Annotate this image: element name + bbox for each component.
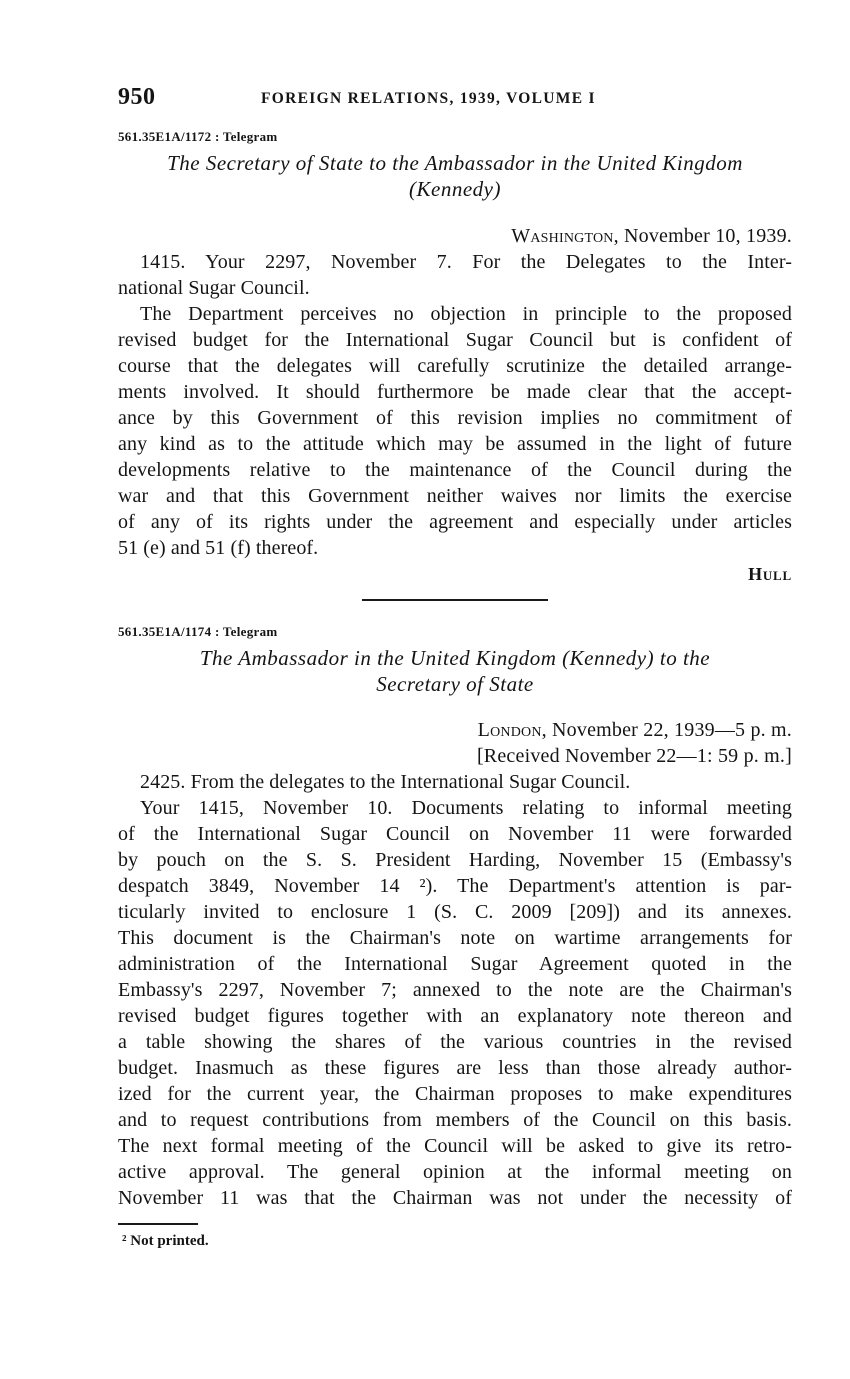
text-line: ticularly invited to enclosure 1 (S. C. 2009 [209]) and its annexes. (118, 901, 792, 923)
text-line: 1415. Your 2297, November 7. For the Delegates to the Inter- (140, 251, 792, 273)
text-line: active approval. The general opinion at the informal meeting on (118, 1161, 792, 1183)
dateline-date: November 10, 1939. (618, 225, 792, 247)
text-line: Your 1415, November 10. Documents relating to informal meeting (140, 797, 792, 819)
dateline-place: London, (477, 719, 547, 741)
heading-line: The Secretary of State to the Ambassador in the United Kingdom (167, 151, 743, 175)
text-line: any kind as to the attitude which may be assumed in the light of future (118, 433, 792, 455)
text-line: course that the delegates will carefully scrutinize the detailed arrange- (118, 355, 792, 377)
heading-line: The Ambassador in the United Kingdom (Kennedy) to the (199, 646, 711, 670)
text-line: 2425. From the delegates to the International Sugar Council. (140, 771, 631, 793)
text-line: revised budget for the International Sugar Council but is confident of (118, 329, 792, 351)
text-line: This document is the Chairman's note on wartime arrangements for (118, 927, 792, 949)
text-line: by pouch on the S. S. President Harding, November 15 (Embassy's (118, 849, 792, 871)
telegram-heading-2 (118, 645, 792, 697)
dateline-date: November 22, 1939—5 p. m. (546, 719, 792, 741)
text-line: Embassy's 2297, November 7; annexed to the note are the Chairman's (118, 979, 792, 1001)
dateline-place: Washington, (511, 225, 619, 247)
text-line: ized for the current year, the Chairman proposes to make expenditures (118, 1083, 792, 1105)
paragraph (118, 301, 792, 561)
page-number: 950 (118, 84, 156, 110)
text-line: ments involved. It should furthermore be made clear that the accept- (118, 381, 792, 403)
text-line: despatch 3849, November 14 ²). The Department's attention is par- (118, 875, 792, 897)
text-line: and to request contributions from members of the Council on this basis. (118, 1109, 792, 1131)
telegram-heading-1 (118, 150, 792, 202)
text-line: ance by this Government of this revision implies no commitment of (118, 407, 792, 429)
heading-line: Secretary of State (376, 672, 534, 696)
text-line: 51 (e) and 51 (f) thereof. (118, 537, 319, 559)
text-line: of any of its rights under the agreement and especially under articles (118, 511, 792, 533)
file-reference-1174: 561.35E1A/1174 : Telegram (118, 624, 278, 639)
document-page (118, 84, 792, 1251)
received-line: [Received November 22—1: 59 p. m.] (476, 745, 792, 767)
heading-line: (Kennedy) (409, 177, 501, 201)
signature-hull: Hull (748, 564, 792, 584)
paragraph (118, 769, 792, 795)
paragraph (118, 249, 792, 301)
text-line: The next formal meeting of the Council will be asked to give its retro- (118, 1135, 792, 1157)
dateline-2 (118, 717, 792, 743)
text-line: war and that this Government neither waives nor limits the exercise (118, 485, 792, 507)
text-line: of the International Sugar Council on November 11 were forwarded (118, 823, 792, 845)
running-header (118, 84, 792, 116)
running-title: FOREIGN RELATIONS, 1939, VOLUME I (261, 90, 596, 107)
paragraph (118, 795, 792, 1211)
text-line: revised budget figures together with an explanatory note thereon and (118, 1005, 792, 1027)
file-reference-1172: 561.35E1A/1172 : Telegram (118, 129, 278, 144)
text-line: administration of the International Sugar Agreement quoted in the (118, 953, 792, 975)
footnote-rule (118, 1223, 198, 1225)
text-line: national Sugar Council. (118, 277, 310, 299)
text-line: developments relative to the maintenance of the Council during the (118, 459, 792, 481)
text-line: November 11 was that the Chairman was not under the necessity of (118, 1187, 792, 1209)
text-line: a table showing the shares of the various countries in the revised (118, 1031, 792, 1053)
dateline-1 (118, 223, 792, 249)
text-line: budget. Inasmuch as these figures are less than those already author- (118, 1057, 792, 1079)
section-separator (362, 599, 548, 601)
text-line: The Department perceives no objection in principle to the proposed (140, 303, 792, 325)
footnote: ² Not printed. (122, 1233, 209, 1249)
